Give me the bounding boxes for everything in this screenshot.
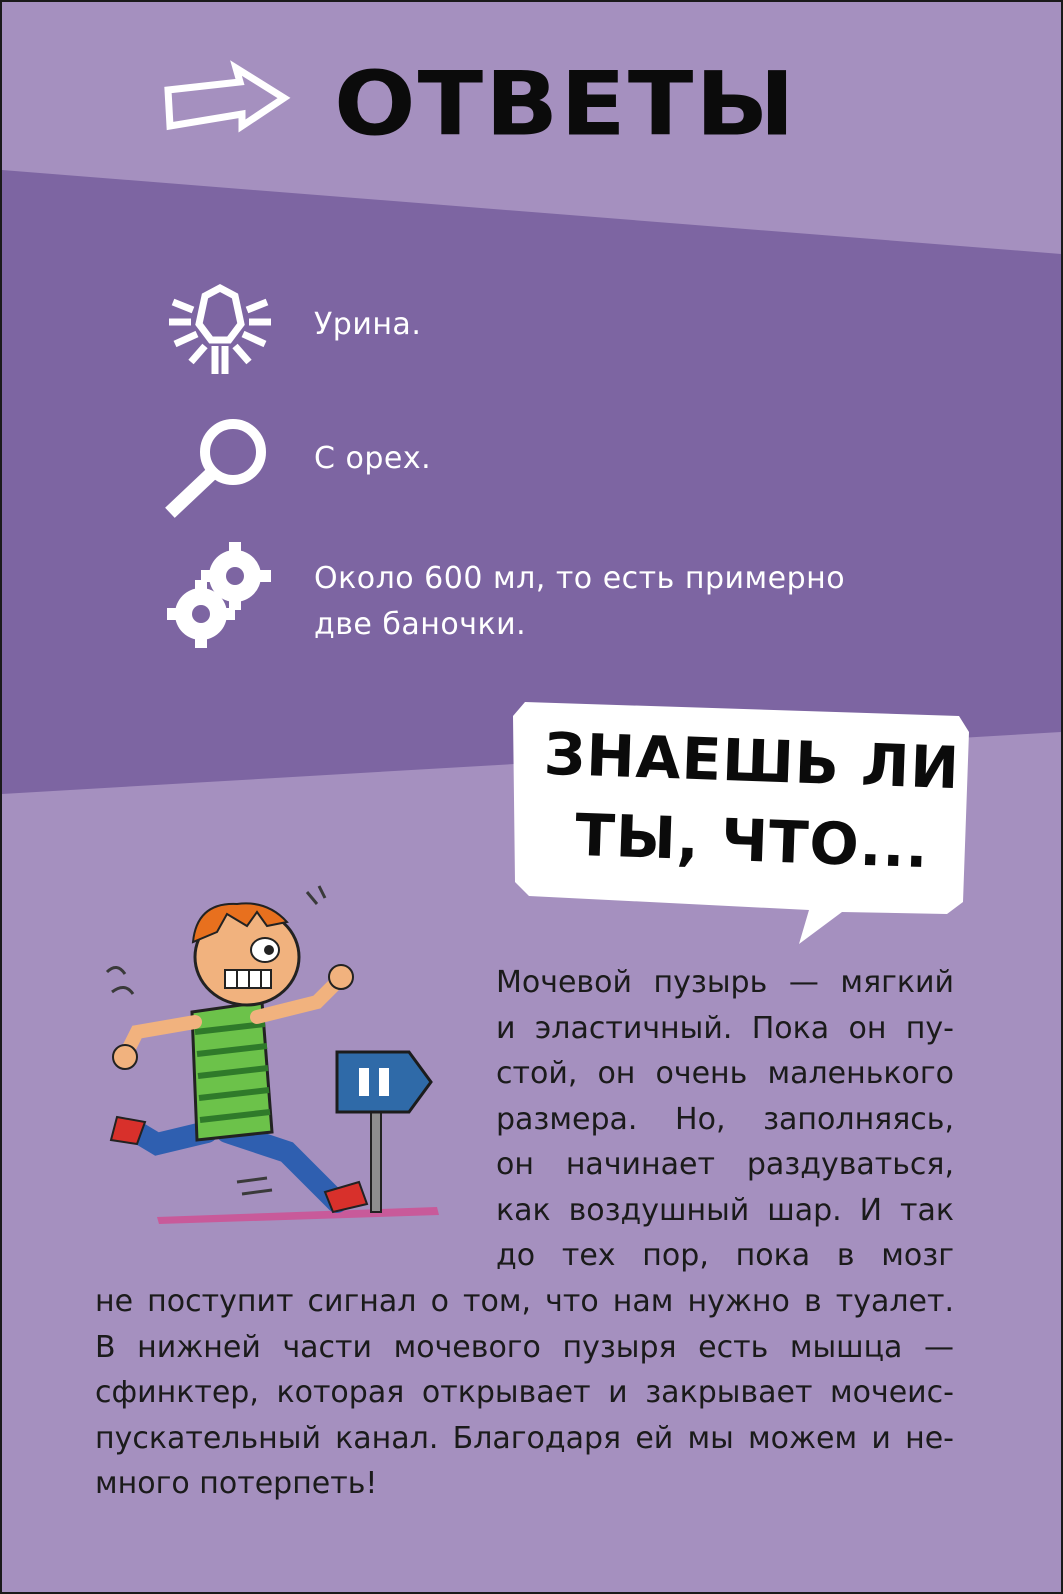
answer-3 (314, 556, 934, 648)
gears-icon (165, 542, 275, 652)
fact-line: пускательный канал. Благодаря ей мы можем и не- (95, 1420, 954, 1456)
callout-line-2: ТЫ, ЧТО... (574, 800, 930, 882)
answer-3-line-1: Около 600 мл, то есть примерно (314, 561, 846, 596)
running-boy-illustration (97, 882, 447, 1227)
fact-line: стой, он очень маленького (496, 1056, 954, 1091)
arrow-right-icon (162, 60, 292, 140)
magnifier-icon (165, 412, 275, 522)
fact-line: не поступит сигнал о том, что нам нужно в туалет. (95, 1284, 954, 1319)
page-title: ОТВЕТЫ (334, 52, 797, 156)
fact-line: он начинает раздуваться, (496, 1147, 954, 1182)
fact-line: и эластичный. Пока он пу- (496, 1010, 954, 1046)
callout-line-1: ЗНАЕШЬ ЛИ (542, 719, 962, 803)
lightbulb-icon (165, 284, 275, 379)
answer-2-line-1: С орех. (314, 441, 432, 476)
fact-paragraph-narrow (496, 960, 954, 1279)
fact-line: много потерпеть! (95, 1466, 378, 1501)
fact-line: В нижней части мочевого пузыря есть мышца — (95, 1329, 954, 1365)
fact-line: как воздушный шар. И так (496, 1192, 954, 1228)
fact-line: размера. Но, заполняясь, (496, 1101, 954, 1137)
answer-2 (314, 436, 934, 482)
fact-line: до тех пор, пока в мозг (496, 1238, 954, 1273)
answer-3-line-2: две баночки. (314, 607, 527, 642)
fact-line: Мочевой пузырь — мягкий (496, 965, 954, 1000)
fact-paragraph-wide (95, 1279, 954, 1507)
fact-line: сфинктер, которая открывает и закрывает мочеис- (95, 1375, 954, 1410)
answer-1-line-1: Урина. (314, 307, 422, 342)
answer-1 (314, 302, 934, 348)
